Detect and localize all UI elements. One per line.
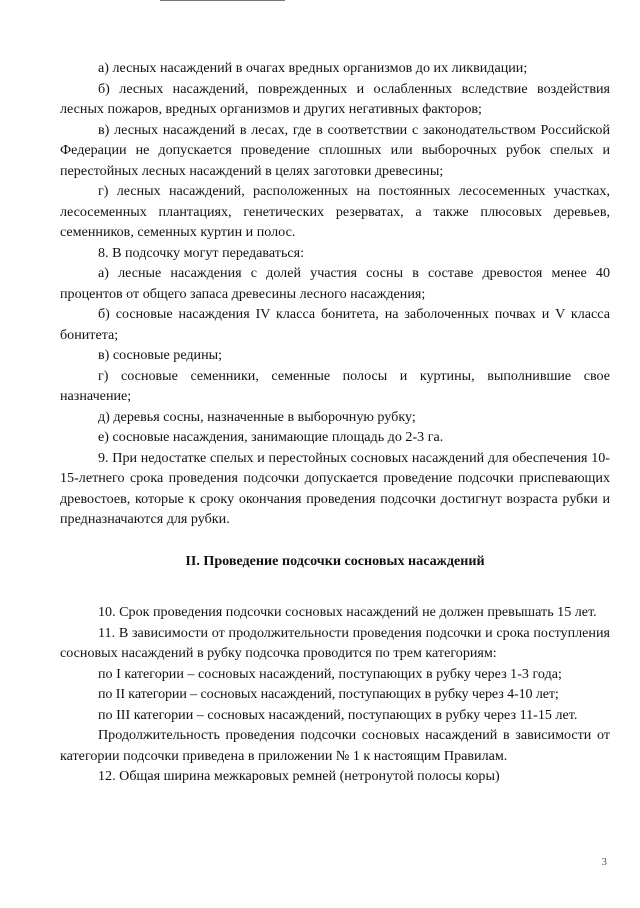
paragraph-7b: б) лесных насаждений, поврежденных и ослабленных вследствие воздействия лесных пожаров, вредных организмов и других негативных факторов; bbox=[60, 80, 610, 117]
paragraph-8: 8. В подсочку могут передаваться: bbox=[98, 244, 305, 261]
category-2-item: по II категории – сосновых насаждений, поступающих в рубку через 4-10 лет; bbox=[98, 686, 559, 702]
category-3-item: по III категории – сосновых насаждений, поступающих в рубку через 11-15 лет. bbox=[98, 706, 578, 723]
paragraph-12: 12. Общая ширина межкаровых ремней (нетронутой полосы коры) bbox=[98, 768, 500, 784]
section-heading: II. Проведение подсочки сосновых насаждений bbox=[185, 552, 485, 569]
paragraph-8v: в) сосновые редины; bbox=[98, 347, 223, 363]
document-page bbox=[60, 58, 610, 787]
category-1-item: по I категории – сосновых насаждений, поступающих в рубку через 1-3 года; bbox=[98, 665, 562, 682]
top-scan-rule bbox=[160, 0, 285, 1]
duration-paragraph: Продолжительность проведения подсочки сосновых насаждений в зависимости от категории подсочки приведена в приложении № 1 к настоящим Правилам. bbox=[60, 727, 610, 764]
paragraph-7g: г) лесных насаждений, расположенных на постоянных лесосеменных участках, лесосеменных плантациях, генетических резерватах, а также плюсовых деревьев, семенников, семенных куртин и полос. bbox=[60, 183, 610, 240]
paragraph-8d: д) деревья сосны, назначенные в выборочную рубку; bbox=[98, 408, 416, 425]
paragraph-11: 11. В зависимости от продолжительности проведения подсочки и срока поступления сосновых насаждений в рубку подсочка проводится по трем категориям: bbox=[60, 624, 610, 661]
paragraph-7a: а) лесных насаждений в очагах вредных организмов до их ликвидации; bbox=[98, 60, 528, 76]
paragraph-10: 10. Срок проведения подсочки сосновых насаждений не должен превышать 15 лет. bbox=[98, 604, 597, 620]
paragraph-8b: б) сосновые насаждения IV класса бонитета, на заболоченных почвах и V класса бонитета; bbox=[60, 306, 610, 343]
paragraph-8e: е) сосновые насаждения, занимающие площадь до 2-3 га. bbox=[98, 429, 444, 445]
paragraph-7v: в) лесных насаждений в лесах, где в соответствии с законодательством Российской Федерации не допускается проведение сплошных или выборочных рубок спелых и перестойных лесных насаждений в целях заготовки древесины; bbox=[60, 121, 610, 179]
paragraph-8g: г) сосновые семенники, семенные полосы и куртины, выполнившие свое назначение; bbox=[60, 367, 610, 404]
page-number: 3 bbox=[601, 856, 607, 868]
paragraph-9: 9. При недостатке спелых и перестойных сосновых насаждений для обеспечения 10-15-летнего срока проведения подсочки допускается проведение подсочки приспевающих древостоев, которые к сроку окончания проведения подсочки достигнут возраста рубки и предназначаются для рубки. bbox=[60, 449, 610, 527]
paragraph-8a: а) лесные насаждения с долей участия сосны в составе древостоя менее 40 процентов от общего запаса древесины лесного насаждения; bbox=[60, 265, 610, 302]
